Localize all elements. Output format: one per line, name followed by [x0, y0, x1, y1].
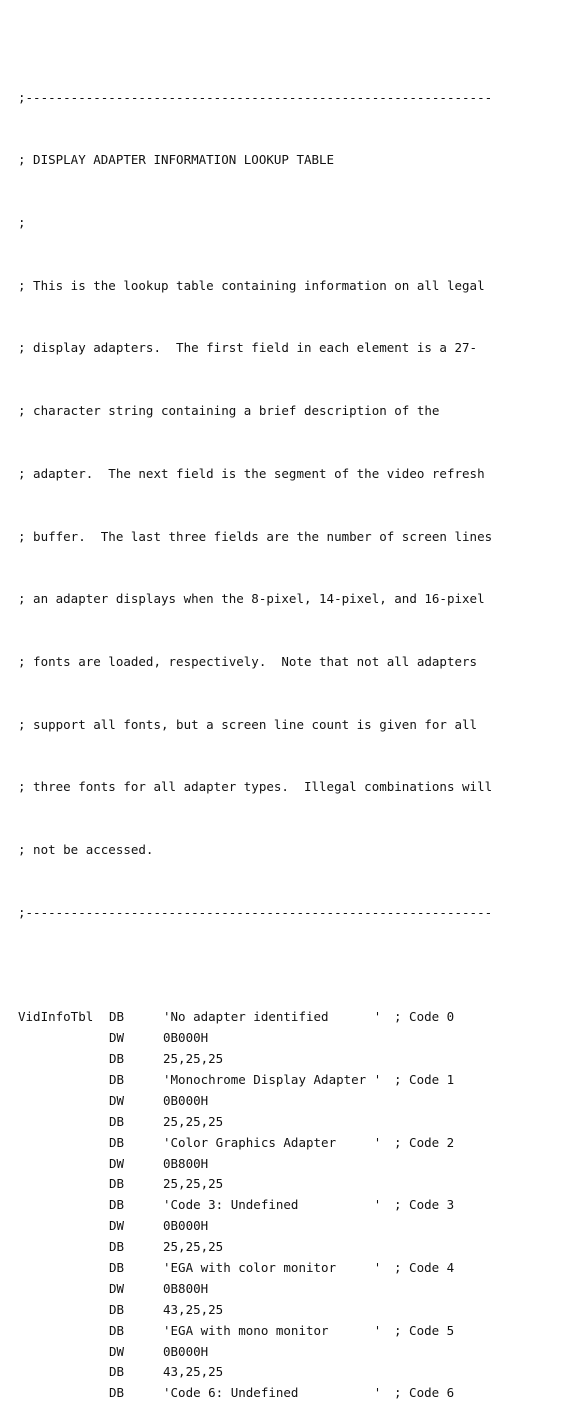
row-directive: DB	[109, 1197, 125, 1213]
comment-line: ; character string containing a brief description of the	[18, 403, 440, 419]
comment-line: ; fonts are loaded, respectively. Note that not all adapters	[18, 653, 478, 669]
row-directive: DW	[109, 1218, 125, 1234]
comment-line: ; not be accessed.	[18, 842, 154, 858]
row-comment: ; Code 5	[394, 1322, 455, 1338]
row-label: VidInfoTbl	[18, 1009, 94, 1025]
separator-line: ;--------------------------------------------------------------	[18, 89, 493, 105]
code-row	[18, 1216, 579, 1237]
comment-line: ; three fonts for all adapter types. Illegal combinations will	[18, 779, 493, 795]
comment-line: ; buffer. The last three fields are the number of screen lines	[18, 528, 493, 544]
header-comment-block	[18, 46, 579, 966]
row-directive: DW	[109, 1155, 125, 1171]
row-operand: 25,25,25	[163, 1113, 224, 1129]
comment-line: ; adapter. The next field is the segment of the video refresh	[18, 465, 485, 481]
row-directive: DB	[109, 1259, 125, 1275]
row-operand: 0B000H	[163, 1343, 209, 1359]
code-row	[18, 1028, 579, 1049]
row-directive: DW	[109, 1030, 125, 1046]
row-operand: 'Color Graphics Adapter '	[163, 1134, 382, 1150]
row-directive: DW	[109, 1343, 125, 1359]
row-directive: DB	[109, 1176, 125, 1192]
code-row	[18, 1279, 579, 1300]
code-row	[18, 1321, 579, 1342]
row-directive: DB	[109, 1113, 125, 1129]
row-comment: ; Code 2	[394, 1134, 455, 1150]
row-operand: 43,25,25	[163, 1301, 224, 1317]
code-row	[18, 1195, 579, 1216]
row-directive: DB	[109, 1239, 125, 1255]
row-operand: 0B800H	[163, 1155, 209, 1171]
code-table	[18, 1007, 579, 1404]
comment-line: ; support all fonts, but a screen line count is given for all	[18, 716, 478, 732]
row-operand: 25,25,25	[163, 1051, 224, 1067]
code-row	[18, 1174, 579, 1195]
code-row	[18, 1300, 579, 1321]
row-operand: 0B000H	[163, 1092, 209, 1108]
section-title: ; DISPLAY ADAPTER INFORMATION LOOKUP TABLE	[18, 152, 335, 168]
row-directive: DB	[109, 1051, 125, 1067]
row-comment: ; Code 6	[394, 1385, 455, 1401]
row-operand: 0B000H	[163, 1218, 209, 1234]
row-comment: ; Code 4	[394, 1259, 455, 1275]
row-operand: 43,25,25	[163, 1364, 224, 1380]
code-row	[18, 1154, 579, 1175]
code-row	[18, 1070, 579, 1091]
row-operand: 'EGA with mono monitor '	[163, 1322, 382, 1338]
row-operand: 'EGA with color monitor '	[163, 1259, 382, 1275]
comment-line: ;	[18, 215, 26, 231]
row-directive: DB	[109, 1364, 125, 1380]
row-directive: DB	[109, 1071, 125, 1087]
row-operand: 25,25,25	[163, 1239, 224, 1255]
row-comment: ; Code 3	[394, 1197, 455, 1213]
row-directive: DB	[109, 1385, 125, 1401]
row-directive: DW	[109, 1092, 125, 1108]
row-operand: 'Monochrome Display Adapter '	[163, 1071, 382, 1087]
row-comment: ; Code 0	[394, 1009, 455, 1025]
row-directive: DB	[109, 1009, 125, 1025]
row-operand: 'No adapter identified '	[163, 1009, 382, 1025]
row-directive: DB	[109, 1322, 125, 1338]
code-row	[18, 1091, 579, 1112]
code-row	[18, 1133, 579, 1154]
code-row	[18, 1258, 579, 1279]
row-operand: 'Code 3: Undefined '	[163, 1197, 382, 1213]
comment-line: ; display adapters. The first field in each element is a 27-	[18, 340, 478, 356]
separator-line: ;--------------------------------------------------------------	[18, 904, 493, 920]
code-row	[18, 1007, 579, 1028]
row-directive: DB	[109, 1134, 125, 1150]
comment-line: ; This is the lookup table containing information on all legal	[18, 277, 485, 293]
row-operand: 25,25,25	[163, 1176, 224, 1192]
code-row	[18, 1049, 579, 1070]
code-row	[18, 1362, 579, 1383]
code-row	[18, 1112, 579, 1133]
row-comment: ; Code 1	[394, 1071, 455, 1087]
code-row	[18, 1342, 579, 1363]
code-row	[18, 1383, 579, 1404]
row-operand: 'Code 6: Undefined '	[163, 1385, 382, 1401]
row-directive: DW	[109, 1280, 125, 1296]
row-operand: 0B000H	[163, 1030, 209, 1046]
comment-line: ; an adapter displays when the 8-pixel, 14-pixel, and 16-pixel	[18, 591, 485, 607]
row-directive: DB	[109, 1301, 125, 1317]
row-operand: 0B800H	[163, 1280, 209, 1296]
code-row	[18, 1237, 579, 1258]
